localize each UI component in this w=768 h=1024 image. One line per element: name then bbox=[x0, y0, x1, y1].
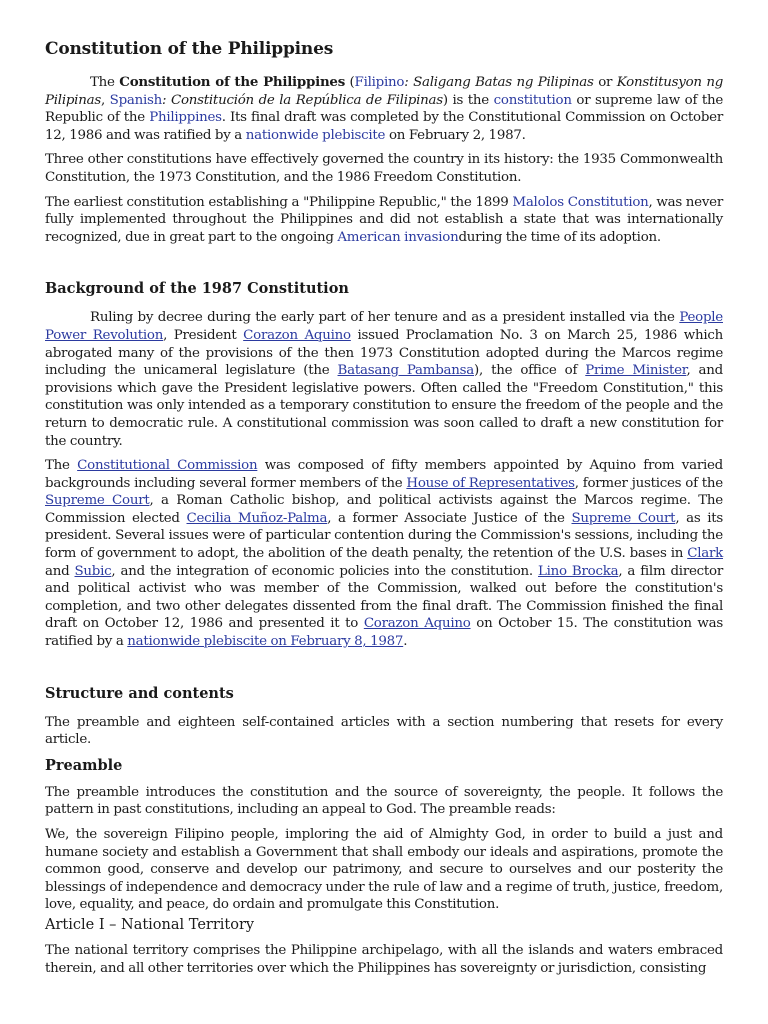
text: on October 15. The constitution was ratified by a bbox=[45, 616, 723, 650]
text: or bbox=[593, 75, 617, 90]
text: during the time of its adoption. bbox=[458, 229, 661, 245]
intro-paragraph-1 bbox=[45, 74, 723, 144]
text: : bbox=[404, 75, 414, 90]
link-constitution[interactable]: constitution bbox=[493, 92, 572, 108]
background-paragraph-2 bbox=[45, 457, 723, 651]
intro-paragraph-2: Three other constitutions have effectively governed the country in its history: the 1935 Commonwealth Constitution, the 1973 Constitution, and the 1986 Freedom Constitution. bbox=[45, 152, 723, 185]
text: ( bbox=[345, 75, 355, 90]
link-corazon-aquino[interactable]: Corazon Aquino bbox=[243, 327, 351, 343]
link-house-of-representatives[interactable]: House of Representatives bbox=[406, 475, 575, 491]
italic-name-3: Constitución de la República de Filipinas bbox=[170, 92, 443, 108]
link-subic[interactable]: Subic bbox=[74, 563, 112, 579]
text: ) is the bbox=[442, 92, 494, 108]
link-cecilia-munoz-palma[interactable]: Cecilia Muñoz-Palma bbox=[186, 510, 328, 526]
section-heading-structure: Structure and contents bbox=[45, 684, 234, 702]
article-1-paragraph: The national territory comprises the Philippine archipelago, with all the islands and waters embraced therein, and all other territories over which the Philippines has sovereignty or jurisdiction, consisting bbox=[45, 942, 723, 976]
italic-name-1: Saligang Batas ng Pilipinas bbox=[413, 75, 594, 90]
section-heading-preamble: Preamble bbox=[45, 756, 123, 774]
link-philippines[interactable]: Philippines bbox=[149, 110, 222, 126]
link-constitutional-commission[interactable]: Constitutional Commission bbox=[77, 458, 258, 474]
link-clark[interactable]: Clark bbox=[687, 546, 723, 562]
link-corazon-aquino-2[interactable]: Corazon Aquino bbox=[363, 616, 471, 632]
bold-term: Constitution of the Philippines bbox=[119, 74, 345, 90]
text: : bbox=[162, 92, 171, 108]
text: , former justices of the bbox=[574, 475, 723, 491]
text: or supreme law of the Republic of the bbox=[45, 92, 723, 126]
text: and bbox=[45, 563, 75, 579]
article-1-heading: Article I – National Territory bbox=[45, 916, 255, 933]
link-supreme-court-2[interactable]: Supreme Court bbox=[571, 510, 676, 526]
italic-name-2: Konstitusyon ng Pilipinas bbox=[45, 75, 724, 108]
text: on February 2, 1987. bbox=[385, 127, 526, 143]
link-malolos-constitution[interactable]: Malolos Constitution bbox=[512, 194, 649, 210]
link-american-invasion[interactable]: American invasion bbox=[337, 229, 459, 245]
text: issued Proclamation No. 3 on March 25, 1986 which abrogated many of the provisions of the then 1973 Constitution adopted during the Marcos regime including the unicameral legislature (the bbox=[45, 327, 723, 379]
background-paragraph-1 bbox=[45, 309, 723, 450]
text: . Its final draft was completed by the Constitutional Commission on October 12, 1986 and was ratified by a bbox=[45, 110, 723, 143]
link-supreme-court[interactable]: Supreme Court bbox=[45, 493, 150, 509]
page-title: Constitution of the Philippines bbox=[45, 39, 334, 59]
text: , as its president. Several issues were of particular contention during the Commission's sessions, including the form of government to adopt, the abolition of the death penalty, the retention of the U.S. bases in bbox=[45, 510, 723, 562]
text: , a Roman Catholic bishop, and political activists against the Marcos regime. The Commission elected bbox=[45, 493, 723, 526]
text: , bbox=[100, 92, 110, 108]
link-filipino[interactable]: Filipino bbox=[354, 75, 405, 90]
link-nationwide-plebiscite-1987[interactable]: nationwide plebiscite on February 8, 1987 bbox=[127, 634, 404, 650]
text: ), the office of bbox=[474, 363, 586, 379]
text: , a film director and political activist who was member of the Commission, walked out before the constitution's completion, and two other delegates dissented from the final draft. The Commission finished the final draft on October 12, 1986 and presented it to bbox=[45, 563, 724, 632]
link-lino-brocka[interactable]: Lino Brocka bbox=[538, 563, 619, 579]
intro-paragraph-3 bbox=[45, 194, 723, 247]
link-nationwide-plebiscite[interactable]: nationwide plebiscite bbox=[245, 127, 386, 143]
text: , was never fully implemented throughout the Philippines and did not establish a state that was internationally recognized, due in great part to the ongoing bbox=[45, 194, 723, 245]
preamble-paragraph-1: The preamble introduces the constitution and the source of sovereignty, the people. It follows the pattern in past constitutions, including an appeal to God. The preamble reads: bbox=[45, 784, 723, 818]
link-batasang-pambansa[interactable]: Batasang Pambansa bbox=[337, 363, 474, 379]
link-spanish[interactable]: Spanish bbox=[109, 92, 163, 108]
text: . bbox=[403, 634, 408, 650]
text: The bbox=[90, 75, 120, 90]
text: The bbox=[45, 458, 78, 474]
text: , and the integration of economic policies into the constitution. bbox=[111, 563, 538, 579]
preamble-text: We, the sovereign Filipino people, imploring the aid of Almighty God, in order to build a just and humane society and establish a Government that shall embody our ideals and aspirations, promote the common good, conserve and develop our patrimony, and secure to ourselves and our posterity the blessings of independence and democracy under the rule of law and a regime of truth, justice, freedom, love, equality, and peace, do ordain and promulgate this Constitution. bbox=[45, 827, 723, 913]
link-prime-minister[interactable]: Prime Minister bbox=[585, 363, 687, 379]
structure-paragraph: The preamble and eighteen self-contained articles with a section numbering that resets for every article. bbox=[45, 714, 723, 748]
text: , a former Associate Justice of the bbox=[327, 510, 572, 526]
article-body bbox=[45, 36, 723, 977]
text: , President bbox=[163, 327, 244, 343]
text: Ruling by decree during the early part of her tenure and as a president installed via the bbox=[90, 310, 680, 326]
text: was composed of fifty members appointed by Aquino from varied backgrounds including several former members of the bbox=[45, 458, 724, 491]
section-heading-background: Background of the 1987 Constitution bbox=[45, 280, 349, 298]
link-people-power-revolution[interactable]: People Power Revolution bbox=[45, 310, 723, 343]
text: , and provisions which gave the President legislative powers. Often called the "Freedom Constitution," this constitution was only intended as a temporary constitution to ensure the freedom of the people and the return to democratic rule. A constitutional commission was soon called to draft a new constitution for the country. bbox=[45, 363, 723, 449]
text: The earliest constitution establishing a "Philippine Republic," the 1899 bbox=[45, 194, 513, 210]
